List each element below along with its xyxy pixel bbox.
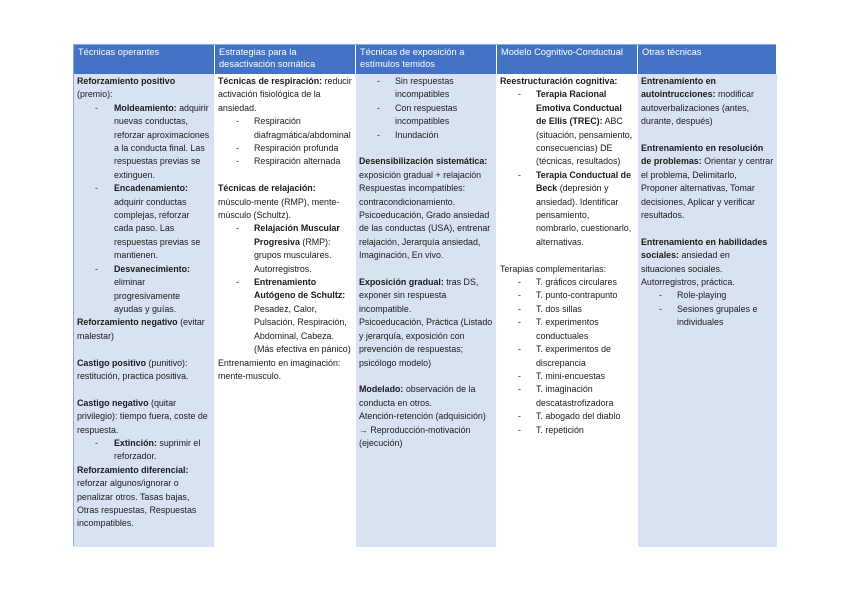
list-marker: -	[518, 344, 521, 355]
reforzamiento-negativo: Reforzamiento negativo (evitar malestar)	[77, 317, 205, 341]
list-item: - Respiración diafragmática/abdominal	[236, 116, 351, 140]
habilidades-sociales: Entrenamiento en habilidades sociales: ansiedad en situaciones sociales. Autorregistros, práctica.	[641, 236, 768, 288]
header-otras-tecnicas: Otras técnicas	[638, 45, 777, 74]
castigo-negativo: Castigo negativo (quitar privilegio): tiempo fuera, coste de respuesta.	[77, 397, 208, 435]
list-marker: -	[518, 384, 521, 395]
list-item-moldeamiento: - Moldeamiento: adquirir nuevas conductas, reforzar aproximaciones a la conducta final. Las respuestas previas se extinguen.	[95, 102, 210, 180]
list-item-rmp: - Relajación Muscular Progresiva (RMP): grupos musculares. Autorregistros.	[236, 223, 340, 274]
cell-otras-tecnicas	[638, 74, 777, 547]
list-item-encadenamiento: - Encadenamiento: adquirir conductas complejas, reforzar cada paso. Las respuestas previas se mantienen.	[95, 183, 201, 261]
list-item: - T. imaginación descatastrofizadora	[518, 384, 614, 408]
list-marker: -	[95, 183, 98, 194]
list-marker: -	[236, 156, 239, 167]
list-marker: -	[377, 76, 380, 86]
list-marker: -	[95, 102, 98, 113]
list-item-beck: - Terapia Conductual de Beck (depresión y ansiedad). Identificar pensamiento, nombrarlo, cuestionarlo, alternativas.	[518, 169, 632, 247]
castigo-positivo: Castigo positivo (punitivo): restitución, practica positiva.	[77, 357, 189, 381]
list-marker: -	[518, 290, 521, 301]
list-item: - Con respuestas incompatibles	[377, 102, 458, 127]
list-item: - T. repetición	[500, 424, 634, 437]
desensibilizacion-sistematica: Desensibilización sistemática: exposición gradual + relajación	[359, 156, 488, 180]
list-marker: -	[518, 317, 521, 328]
cell-tecnicas-operantes	[74, 74, 215, 547]
cell-desactivacion-somatica	[215, 74, 356, 547]
entrenamiento-imaginacion: Entrenamiento en imaginación: mente-musculo.	[218, 357, 341, 381]
list-item: - Respiración alternada	[218, 155, 352, 168]
list-item: - Sin respuestas incompatibles	[377, 76, 454, 100]
exposicion-gradual: Exposición gradual: tras DS, exponer sin respuesta incompatible.	[359, 277, 479, 314]
modelado-body: Atención-retención (adquisición) → Reproducción-motivación (ejecución)	[359, 411, 486, 448]
list-item: - Respiración profunda	[218, 142, 352, 155]
list-marker: -	[518, 277, 521, 288]
reforzamiento-positivo: Reforzamiento positivo (premio):	[77, 76, 176, 100]
list-marker: -	[518, 424, 521, 435]
exposicion-body: Psicoeducación, Práctica (Listado y jerarquía, exposición con prevención de respuestas; psicólogo modelo)	[359, 317, 493, 368]
resolucion-problemas: Entrenamiento en resolución de problemas: Orientar y centrar el problema, Delimitarlo, Proponer alternativas, Tomar decisiones, Aplicar y verificar resultados.	[641, 143, 774, 221]
desensibilizacion-body: Respuestas incompatibles: contracondicionamiento. Psicoeducación, Grado ansiedad de las conductas (USA), entrenar relajación, Jerarquía ansiedad, Imaginación, En vivo.	[359, 183, 491, 261]
list-marker: -	[95, 263, 98, 274]
list-item-desvanecimiento: - Desvanecimiento: eliminar progresivamente ayudas y guías.	[95, 263, 190, 314]
list-item: - T. mini-encuestas	[500, 370, 634, 383]
list-item: - Sesiones grupales e individuales	[659, 303, 758, 328]
terapias-complementarias: Terapias complementarias:	[500, 263, 607, 274]
list-marker: -	[236, 116, 239, 127]
list-marker: -	[236, 277, 239, 288]
list-item-trec: - Terapia Racional Emotiva Conductual de Ellis (TREC): ABC (situación, pensamiento, consecuencias) DE (técnicas, resultados)	[518, 89, 633, 167]
list-item: - T. experimentos conductuales	[518, 317, 599, 341]
list-marker: -	[518, 370, 521, 381]
reforzamiento-diferencial: Reforzamiento diferencial: reforzar algunos/ignorar o penalizar otros. Tasas bajas, Otras respuestas, Respuestas incompatibles.	[77, 464, 197, 529]
reestructuracion-cognitiva: Reestructuración cognitiva:	[500, 76, 618, 86]
list-marker: -	[95, 437, 98, 448]
list-marker: -	[659, 290, 662, 301]
list-item: - T. experimentos de discrepancia	[518, 344, 611, 368]
list-item-schultz: - Entrenamiento Autógeno de Schultz: Pesadez, Calor, Pulsación, Respiración, Abdominal, Cabeza. (Más efectiva en pánico)	[236, 277, 351, 355]
list-marker: -	[518, 303, 521, 314]
list-marker: -	[236, 143, 239, 154]
autoinstrucciones: Entrenamiento en autointrucciones: modificar autoverbalizaciones (antes, durante, después)	[641, 76, 754, 127]
list-item: - Inundación	[359, 129, 493, 142]
list-marker: -	[377, 102, 380, 113]
list-marker: -	[377, 129, 380, 140]
list-marker: -	[518, 169, 521, 180]
list-item: - T. abogado del diablo	[500, 410, 634, 423]
list-marker: -	[518, 89, 521, 100]
header-tecnicas-exposicion: Técnicas de exposición a estímulos temidos	[356, 45, 497, 74]
header-modelo-cognitivo-conductual: Modelo Cognitivo-Conductual	[497, 45, 638, 74]
list-item: - T. dos sillas	[500, 303, 634, 316]
tecnicas-respiracion: Técnicas de respiración: reducir activación fisiológica de la ansiedad.	[218, 76, 352, 113]
list-marker: -	[518, 411, 521, 422]
modelado: Modelado: observación de la conducta en otros.	[359, 384, 476, 408]
list-item-extincion: - Extinción: suprimir el reforzador.	[95, 437, 201, 462]
list-marker: -	[236, 223, 239, 234]
header-tecnicas-operantes: Técnicas operantes	[74, 45, 215, 74]
list-item: - T. gráficos circulares	[500, 276, 634, 289]
cell-modelo-cognitivo-conductual	[497, 74, 638, 547]
list-marker: -	[659, 303, 662, 314]
cell-tecnicas-exposicion	[356, 74, 497, 547]
techniques-table	[73, 44, 776, 546]
tecnicas-relajacion: Técnicas de relajación: músculo-mente (RMP), mente-músculo (Schultz).	[218, 183, 340, 221]
list-item: - T. punto-contrapunto	[500, 289, 634, 302]
list-item: - Role-playing	[641, 289, 774, 302]
header-desactivacion-somatica: Estrategias para la desactivación somática	[215, 45, 356, 74]
